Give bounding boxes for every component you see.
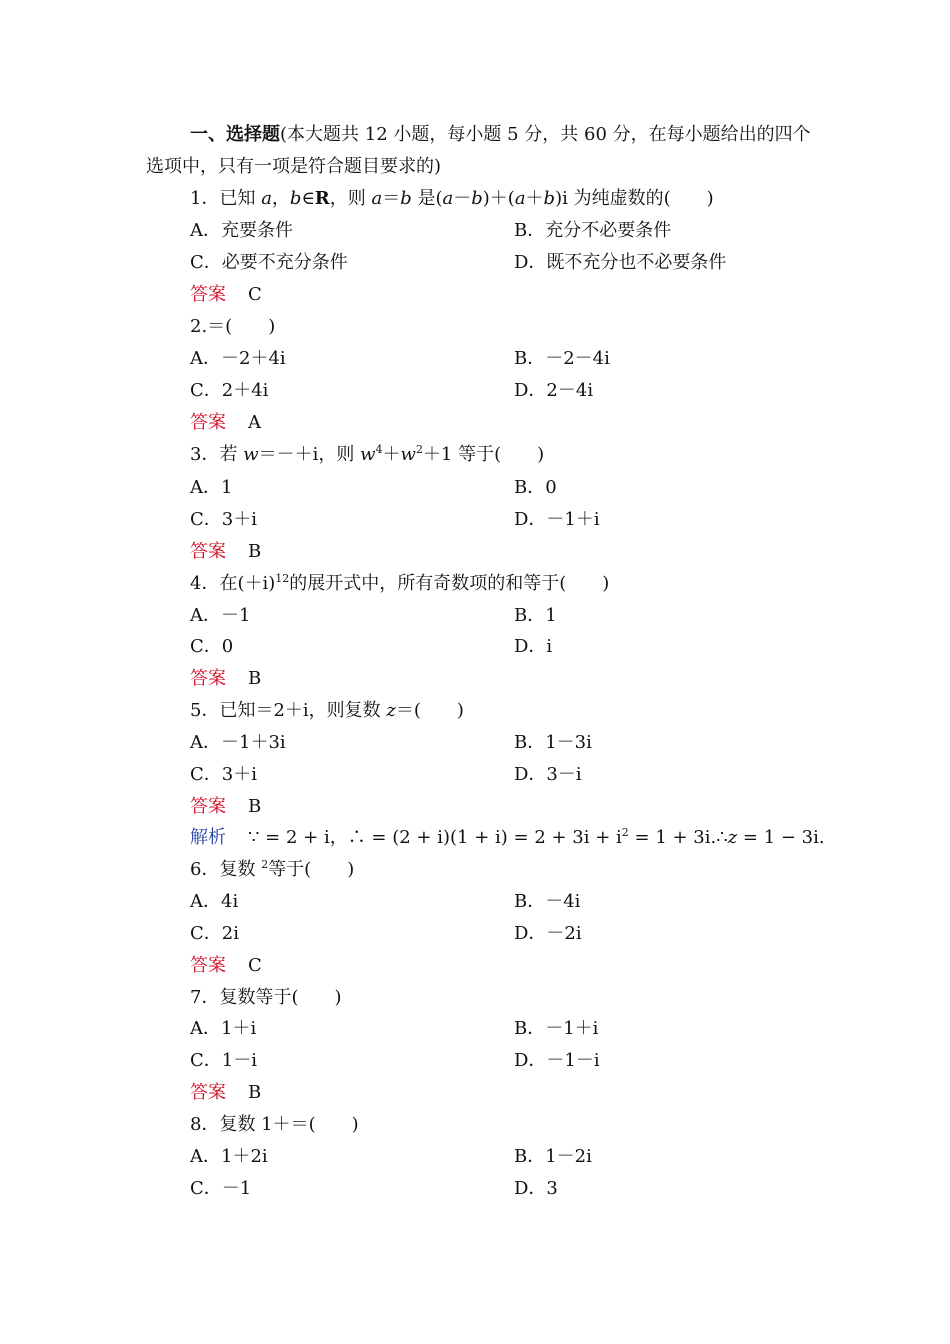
question-3-option-d: D．－1＋i <box>514 509 600 530</box>
question-1-stem: 1．已知 a，b∈R，则 a＝b 是(a－b)＋(a＋b)i 为纯虚数的( ) <box>190 188 714 209</box>
answer-label: 答案 <box>190 1082 226 1103</box>
question-7-option-c: C．1－i <box>190 1050 257 1071</box>
answer-label: 答案 <box>190 668 226 689</box>
answer-value: A <box>248 412 261 433</box>
question-2-option-a: A．－2＋4i <box>190 348 286 369</box>
question-3-answer <box>190 540 261 564</box>
question-1-answer <box>190 283 262 307</box>
section-heading: 一、选择题 <box>190 124 280 145</box>
question-3-option-c: C．3＋i <box>190 509 257 530</box>
question-4-option-a: A．－1 <box>190 605 251 626</box>
question-5-stem: 5．已知＝2＋i，则复数 z＝( ) <box>190 700 464 721</box>
question-7-option-b: B．－1＋i <box>514 1018 599 1039</box>
question-2-option-d: D．2－4i <box>514 380 594 401</box>
question-4-option-d: D．i <box>514 636 553 657</box>
question-6-option-d: D．－2i <box>514 923 582 944</box>
question-6-answer <box>190 954 262 978</box>
question-6-option-b: B．－4i <box>514 891 581 912</box>
answer-value: B <box>248 668 262 689</box>
question-5-answer <box>190 795 261 819</box>
question-1-option-b: B．充分不必要条件 <box>514 220 672 241</box>
question-8-option-b: B．1－2i <box>514 1146 592 1167</box>
question-1-option-a: A．充要条件 <box>190 220 293 241</box>
answer-label: 答案 <box>190 284 226 305</box>
question-2-option-b: B．－2－4i <box>514 348 610 369</box>
answer-value: B <box>248 541 262 562</box>
question-7-option-a: A．1＋i <box>190 1018 257 1039</box>
question-4-option-b: B．1 <box>514 605 557 626</box>
section-intro <box>190 123 811 147</box>
question-3-option-b: B．0 <box>514 477 557 498</box>
question-3-option-a: A．1 <box>190 477 233 498</box>
question-6-stem: 6．复数 $^2$等于( ) <box>190 858 355 880</box>
answer-value: B <box>248 1082 262 1103</box>
question-4-stem: 4．在$(+i)^{12}$的展开式中，所有奇数项的和等于( ) <box>190 572 610 594</box>
answer-label: 答案 <box>190 796 226 817</box>
question-5-option-c: C．3＋i <box>190 764 257 785</box>
question-4-answer <box>190 667 261 691</box>
question-5-option-d: D．3－i <box>514 764 582 785</box>
question-6-option-a: A．4i <box>190 891 239 912</box>
question-2-stem: 2.＝( ) <box>190 316 276 337</box>
question-3-stem: 3．若 w＝－＋i，则 $w^4+w^2+1$ 等于( ) <box>190 443 545 465</box>
solution-label: 解析 <box>190 827 226 848</box>
question-1-option-c: C．必要不充分条件 <box>190 252 348 273</box>
question-7-option-d: D．－1－i <box>514 1050 600 1071</box>
question-1-option-d: D．既不充分也不必要条件 <box>514 252 727 273</box>
question-2-option-c: C．2＋4i <box>190 380 269 401</box>
question-5-option-a: A．－1＋3i <box>190 732 286 753</box>
answer-label: 答案 <box>190 955 226 976</box>
question-7-stem: 7．复数等于( ) <box>190 987 342 1008</box>
question-5-solution: 解析 ∵ = 2 + i，∴ = $(2 + i)(1 + i) = 2 + 3i + i^2 = 1$ + 3i.∴z = 1 − 3i. <box>190 826 825 848</box>
answer-label: 答案 <box>190 412 226 433</box>
question-8-stem: 8．复数 1＋＝( ) <box>190 1114 359 1135</box>
question-8-option-d: D．3 <box>514 1178 558 1199</box>
question-7-answer <box>190 1081 261 1105</box>
answer-label: 答案 <box>190 541 226 562</box>
section-intro-text: (本大题共 12 小题，每小题 5 分，共 60 分，在每小题给出的四个 <box>280 124 811 145</box>
question-6-option-c: C．2i <box>190 923 239 944</box>
question-8-option-a: A．1＋2i <box>190 1146 268 1167</box>
question-4-option-c: C．0 <box>190 636 234 657</box>
answer-value: B <box>248 796 262 817</box>
question-2-answer <box>190 411 261 435</box>
answer-value: C <box>248 284 262 305</box>
answer-value: C <box>248 955 262 976</box>
question-8-option-c: C．－1 <box>190 1178 252 1199</box>
question-5-option-b: B．1－3i <box>514 732 592 753</box>
section-intro-continued: 选项中，只有一项是符合题目要求的) <box>146 156 442 177</box>
